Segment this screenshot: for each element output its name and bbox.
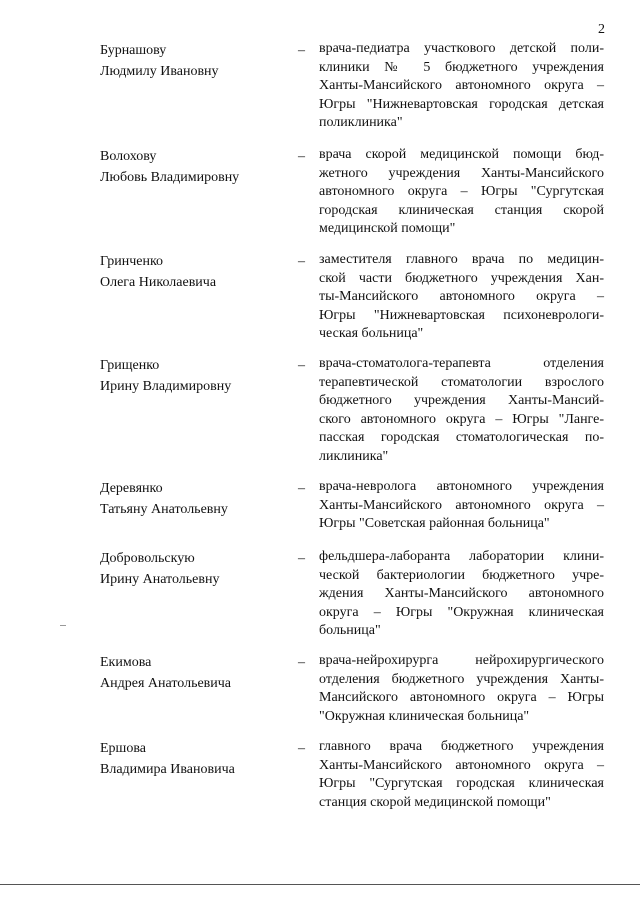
dash-separator: –	[298, 43, 305, 58]
description-line: "Окружная клиническая больница"	[319, 708, 530, 724]
description-line: станция скорой медицинской помощи"	[319, 794, 551, 810]
description-line: больница"	[319, 623, 381, 638]
given-names: Любовь Владимировну	[100, 170, 240, 185]
description-line: пасская городская стоматологическая по-	[319, 430, 604, 445]
description-line: ческой бактериологии бюджетного учре-	[319, 567, 604, 583]
dash-separator: –	[298, 481, 305, 496]
position-description	[319, 478, 604, 534]
description-line: главного врача бюджетного учреждения	[319, 739, 604, 754]
position-description	[319, 738, 604, 812]
description-line: врача-стоматолога-терапевта отделения	[319, 356, 604, 371]
description-line: автономного округа – Югры "Сургутская	[319, 184, 604, 199]
description-line: жетного учреждения Ханты-Мансийского	[319, 165, 604, 181]
description-line: Югры "Нижневартовская психоневрологи-	[319, 307, 604, 323]
person-name	[100, 478, 290, 520]
person-name	[100, 251, 290, 293]
description-line: отделения бюджетного учреждения Ханты-	[319, 671, 604, 687]
dash-separator: –	[298, 741, 305, 756]
description-line: Ханты-Мансийского автономного округа –	[319, 78, 604, 93]
description-line: ского автономного округа – Югры "Ланге-	[319, 411, 604, 427]
surname: Добровольскую	[100, 551, 195, 566]
description-line: клиники № 5 бюджетного учреждения	[319, 59, 604, 75]
person-name	[100, 40, 290, 82]
position-description	[319, 652, 604, 726]
person-name	[100, 548, 290, 590]
person-name	[100, 355, 290, 397]
description-line: Мансийского автономного округа – Югры	[319, 690, 604, 705]
person-name	[100, 146, 290, 188]
position-description	[319, 251, 604, 344]
given-names: Татьяну Анатольевну	[100, 502, 228, 517]
description-line: заместителя главного врача по медицин-	[319, 252, 604, 267]
description-line: бюджетного учреждения Ханты-Мансий-	[319, 393, 604, 408]
description-line: Ханты-Мансийского автономного округа –	[319, 497, 604, 513]
description-line: поликлиника"	[319, 115, 403, 130]
scan-artifact	[60, 625, 66, 626]
position-description	[319, 40, 604, 133]
surname: Гринченко	[100, 254, 164, 269]
position-description	[319, 355, 604, 466]
dash-separator: –	[298, 149, 305, 164]
given-names: Олега Николаевича	[100, 275, 217, 290]
description-line: врача-невролога автономного учреждения	[319, 479, 604, 494]
description-line: Ханты-Мансийского автономного округа –	[319, 757, 604, 773]
description-line: Югры "Советская районная больница"	[319, 516, 550, 531]
description-line: ческая больница"	[319, 326, 424, 341]
page-number: 2	[598, 22, 605, 37]
description-line: фельдшера-лаборанта лаборатории клини-	[319, 549, 604, 564]
person-name	[100, 738, 290, 780]
description-line: ликлиника"	[319, 448, 389, 464]
page-bottom-rule	[0, 884, 640, 885]
dash-separator: –	[298, 655, 305, 670]
person-name	[100, 652, 290, 694]
given-names: Ирину Анатольевну	[100, 572, 220, 587]
description-line: городская клиническая станция скорой	[319, 202, 604, 218]
description-line: ждения Ханты-Мансийского автономного	[319, 586, 604, 601]
surname: Деревянко	[100, 481, 163, 496]
description-line: округа – Югры "Окружная клиническая	[319, 604, 604, 620]
description-line: медицинской помощи"	[319, 221, 456, 236]
description-line: ты-Мансийского автономного округа –	[319, 289, 604, 304]
description-line: врача-педиатра участкового детской поли-	[319, 41, 604, 56]
position-description	[319, 548, 604, 641]
description-line: врача-нейрохирурга нейрохирургического	[319, 653, 604, 668]
surname: Волохову	[100, 149, 157, 164]
description-line: Югры "Сургутская городская клиническая	[319, 776, 604, 791]
dash-separator: –	[298, 254, 305, 269]
dash-separator: –	[298, 551, 305, 566]
given-names: Ирину Владимировну	[100, 379, 232, 394]
given-names: Андрея Анатольевича	[100, 676, 232, 691]
description-line: Югры "Нижневартовская городская детская	[319, 96, 604, 112]
dash-separator: –	[298, 358, 305, 373]
surname: Грищенко	[100, 358, 160, 373]
surname: Ершова	[100, 741, 146, 756]
position-description	[319, 146, 604, 239]
description-line: врача скорой медицинской помощи бюд-	[319, 147, 604, 162]
description-line: ской части бюджетного учреждения Хан-	[319, 270, 604, 286]
surname: Екимова	[100, 655, 152, 670]
surname: Бурнашову	[100, 43, 167, 58]
description-line: терапевтической стоматологии взрослого	[319, 374, 604, 390]
given-names: Людмилу Ивановну	[100, 64, 219, 79]
given-names: Владимира Ивановича	[100, 762, 235, 777]
